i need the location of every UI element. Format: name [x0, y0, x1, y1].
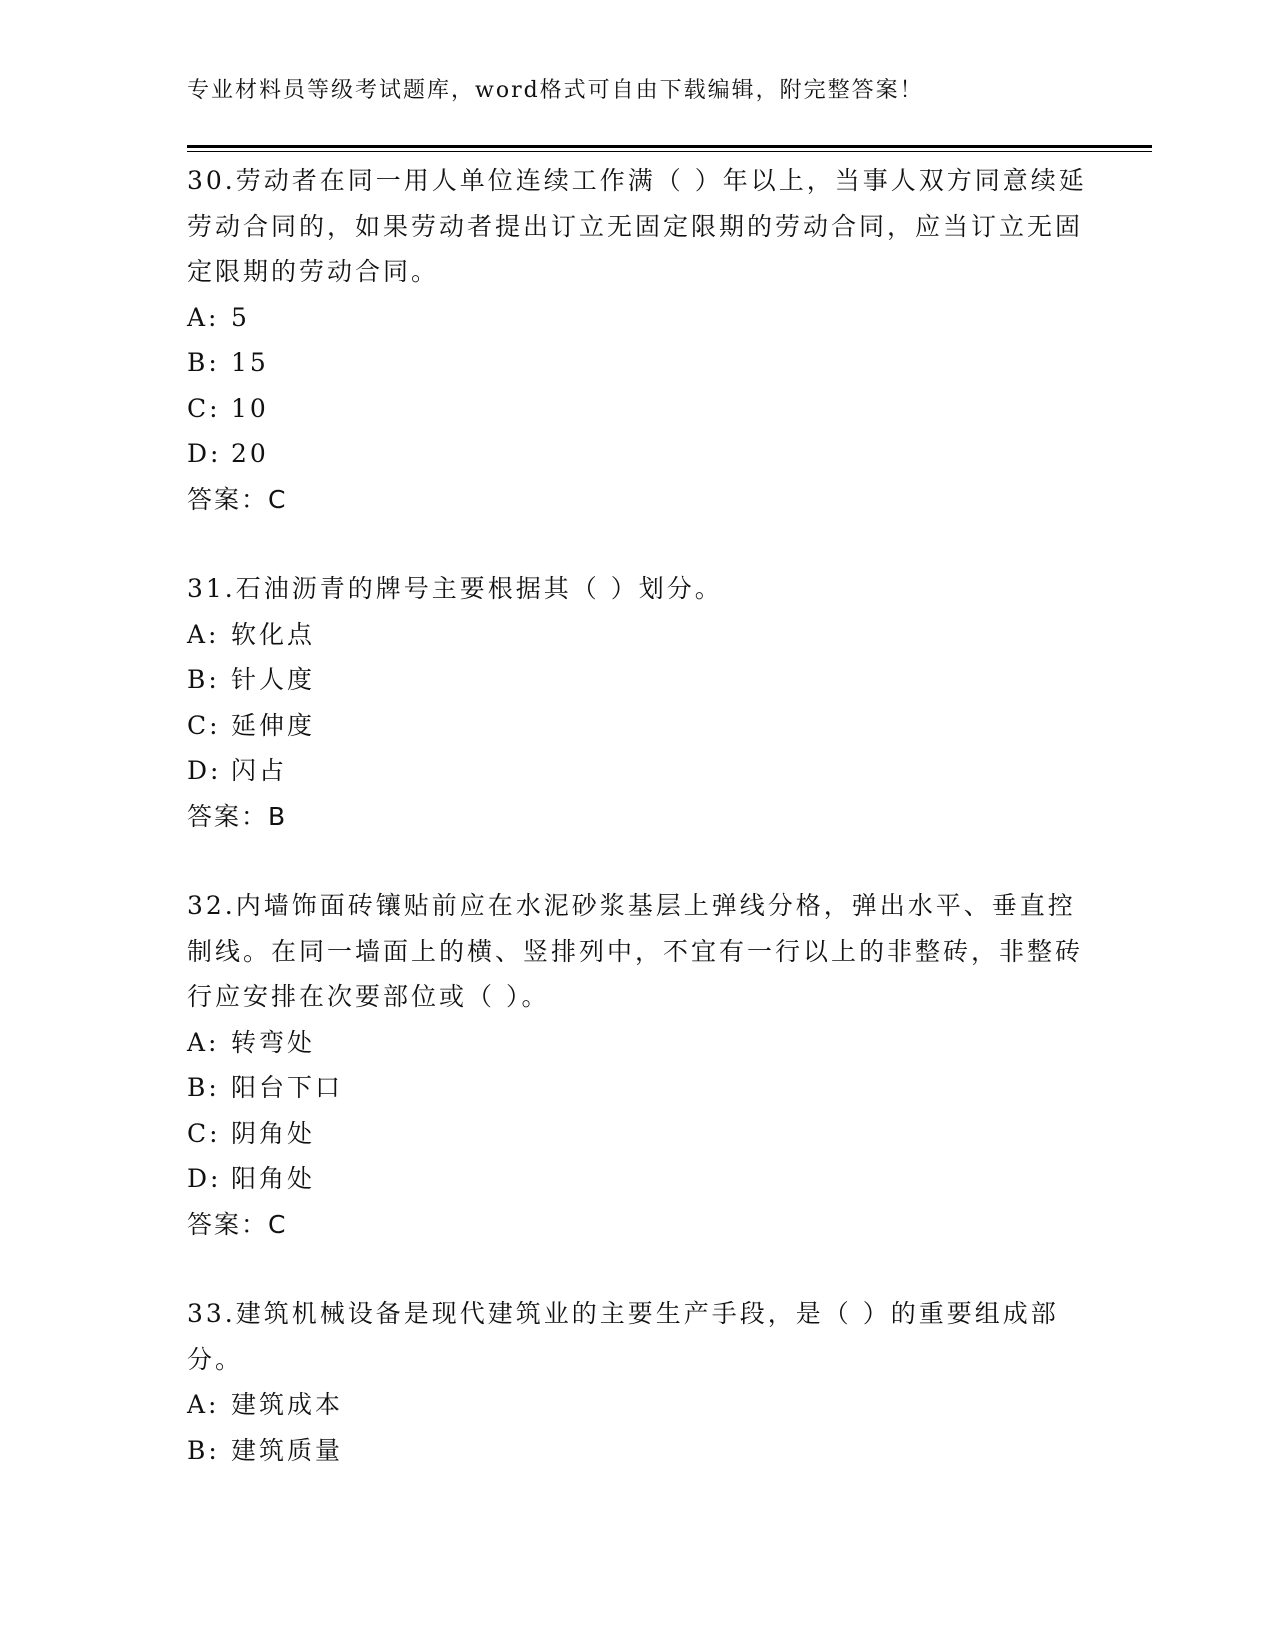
question-text: 32.内墙饰面砖镶贴前应在水泥砂浆基层上弹线分格，弹出水平、垂直控制线。在同一墙面上的横、竖排列中，不宜有一行以上的非整砖，非整砖行应安排在次要部位或（ ）。: [187, 891, 1084, 1011]
question-text: 33.建筑机械设备是现代建筑业的主要生产手段，是（ ）的重要组成部分。: [187, 1299, 1059, 1374]
header-divider-thin: [187, 151, 1152, 152]
answer-line: 答案：C: [187, 1209, 288, 1239]
answer-line: 答案：C: [187, 484, 288, 514]
option-text: 闪占: [231, 756, 288, 785]
option-text: 阴角处: [231, 1118, 316, 1148]
option-key: D:: [187, 1164, 222, 1193]
option-text: 15: [231, 348, 269, 377]
option-key: B:: [187, 665, 220, 694]
option-text: 阳台下口: [231, 1073, 344, 1102]
option-d: [187, 1156, 1087, 1202]
option-b: [187, 1065, 1087, 1111]
option-text: 5: [231, 302, 250, 332]
option-text: 20: [231, 439, 269, 468]
option-c: [187, 703, 1087, 749]
option-key: A:: [187, 619, 220, 649]
option-b: [187, 1428, 1087, 1474]
option-d: [187, 431, 1087, 477]
option-a: [187, 612, 1087, 658]
option-a: [187, 1382, 1087, 1428]
option-key: C:: [187, 1118, 221, 1148]
question-list: [187, 158, 1087, 1517]
question-31: [187, 566, 1087, 839]
answer-line: 答案：B: [187, 801, 288, 831]
option-b: [187, 657, 1087, 703]
option-text: 针人度: [231, 665, 316, 694]
header-divider-thick: [187, 145, 1152, 148]
question-text: 30.劳动者在同一用人单位连续工作满（ ）年以上，当事人双方同意续延劳动合同的，如果劳动者提出订立无固定限期的劳动合同，应当订立无固定限期的劳动合同。: [187, 166, 1087, 286]
option-key: C:: [187, 393, 221, 423]
option-key: A:: [187, 1390, 220, 1419]
option-text: 阳角处: [231, 1164, 316, 1193]
option-a: [187, 1020, 1087, 1066]
option-text: 软化点: [231, 619, 316, 649]
option-key: B:: [187, 1435, 220, 1465]
option-text: 建筑质量: [231, 1435, 344, 1465]
question-32: [187, 883, 1087, 1247]
option-key: A:: [187, 302, 220, 332]
page-header: 专业材料员等级考试题库，word格式可自由下载编辑，附完整答案！: [187, 78, 924, 103]
option-b: [187, 340, 1087, 386]
option-text: 建筑成本: [231, 1390, 344, 1419]
option-text: 转弯处: [231, 1027, 316, 1057]
question-30: [187, 158, 1087, 522]
question-text: 31.石油沥青的牌号主要根据其（ ）划分。: [187, 574, 723, 603]
option-key: D:: [187, 756, 222, 785]
option-key: B:: [187, 1073, 220, 1102]
option-c: [187, 386, 1087, 432]
option-key: D:: [187, 439, 222, 468]
option-text: 延伸度: [231, 710, 316, 740]
question-33: [187, 1291, 1087, 1473]
option-c: [187, 1111, 1087, 1157]
option-key: B:: [187, 348, 220, 377]
option-d: [187, 748, 1087, 794]
option-key: A:: [187, 1027, 220, 1057]
option-a: [187, 295, 1087, 341]
option-text: 10: [231, 393, 269, 423]
option-key: C:: [187, 710, 221, 740]
